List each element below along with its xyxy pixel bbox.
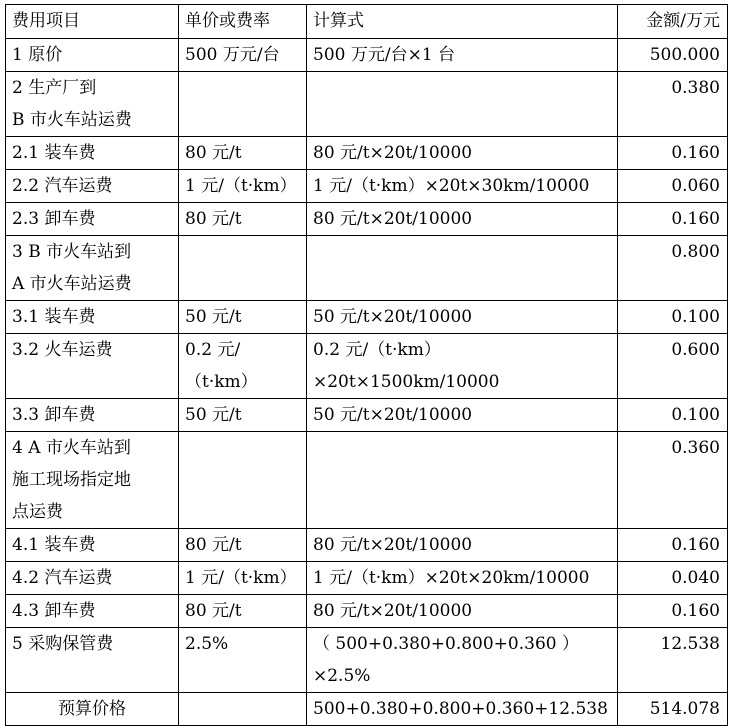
- table-row: [6, 39, 728, 72]
- cell-item-line: 5 采购保管费: [12, 634, 114, 654]
- cell-item-line: 2.1 装车费: [12, 143, 96, 163]
- header-amount: 金额/万元: [618, 5, 728, 39]
- table-row: [6, 595, 728, 628]
- cell-item-line: B 市火车站运费: [12, 110, 132, 130]
- cell-rate: [179, 595, 307, 628]
- cell-item-line: 2.3 卸车费: [12, 209, 96, 229]
- cell-rate: [179, 170, 307, 203]
- cell-item: [6, 628, 179, 693]
- cell-rate-line: 80 元/t: [185, 143, 242, 163]
- table-row: [6, 334, 728, 399]
- cell-rate-line: （t·km）: [185, 372, 258, 392]
- cell-formula: [307, 432, 618, 529]
- cell-formula: [307, 72, 618, 137]
- table-row: [6, 432, 728, 529]
- cell-formula: [307, 529, 618, 562]
- cell-formula-line: 1 元/（t·km）×20t×30km/10000: [313, 176, 590, 196]
- cell-item-line: 4.1 装车费: [12, 535, 96, 555]
- cell-rate: [179, 432, 307, 529]
- cell-formula: [307, 595, 618, 628]
- cell-amount: 0.160: [618, 203, 728, 236]
- cell-formula: [307, 236, 618, 301]
- header-formula: 计算式: [307, 5, 618, 39]
- cell-rate-line: 2.5%: [185, 634, 229, 654]
- cell-item-line: 1 原价: [12, 45, 63, 65]
- table-row: [6, 628, 728, 693]
- table-row: [6, 170, 728, 203]
- cell-rate: [179, 562, 307, 595]
- cell-formula-line: 500 万元/台×1 台: [313, 45, 456, 65]
- cell-formula-line: 80 元/t×20t/10000: [313, 601, 473, 621]
- cell-formula-line: 80 元/t×20t/10000: [313, 535, 473, 555]
- table-row: [6, 562, 728, 595]
- cell-amount: 0.380: [618, 72, 728, 137]
- cell-formula: [307, 562, 618, 595]
- cell-item-line: 3.1 装车费: [12, 307, 96, 327]
- cell-rate: [179, 334, 307, 399]
- cell-item: [6, 334, 179, 399]
- cell-formula: [307, 137, 618, 170]
- header-row: [6, 5, 728, 39]
- table-body: [6, 39, 728, 693]
- cell-formula: [307, 301, 618, 334]
- cell-rate-line: 1 元/（t·km）: [185, 568, 297, 588]
- cost-table: [5, 4, 728, 726]
- cell-rate-line: 80 元/t: [185, 601, 242, 621]
- header-rate: 单价或费率: [179, 5, 307, 39]
- cell-formula-line: 80 元/t×20t/10000: [313, 143, 473, 163]
- cell-item: [6, 39, 179, 72]
- cell-item-line: 4.2 汽车运费: [12, 568, 113, 588]
- total-amount: 514.078: [618, 693, 728, 726]
- cell-amount: 0.160: [618, 137, 728, 170]
- cell-item: [6, 72, 179, 137]
- cell-item: [6, 236, 179, 301]
- total-label: 预算价格: [6, 693, 179, 726]
- cell-amount: 0.360: [618, 432, 728, 529]
- cell-formula-line: 1 元/（t·km）×20t×20km/10000: [313, 568, 590, 588]
- cell-formula-line: （ 500+0.380+0.800+0.360 ）: [313, 634, 579, 654]
- cell-formula: [307, 399, 618, 432]
- cell-item-line: 施工现场指定地: [12, 470, 131, 490]
- cell-item-line: 2.2 汽车运费: [12, 176, 113, 196]
- cell-rate-line: 0.2 元/: [185, 340, 241, 360]
- cell-rate-line: 80 元/t: [185, 535, 242, 555]
- cell-amount: 500.000: [618, 39, 728, 72]
- cell-item: [6, 301, 179, 334]
- cell-rate: [179, 399, 307, 432]
- cell-amount: 0.160: [618, 529, 728, 562]
- cell-rate: [179, 72, 307, 137]
- cell-rate: [179, 236, 307, 301]
- total-rate: [179, 693, 307, 726]
- cell-rate: [179, 628, 307, 693]
- cell-item: [6, 170, 179, 203]
- cell-formula: [307, 203, 618, 236]
- cell-amount: 0.040: [618, 562, 728, 595]
- cell-formula-line: 80 元/t×20t/10000: [313, 209, 473, 229]
- cell-rate: [179, 39, 307, 72]
- cell-rate-line: 500 万元/台: [185, 45, 280, 65]
- cell-item: [6, 399, 179, 432]
- cell-formula: [307, 334, 618, 399]
- cell-item-line: 2 生产厂到: [12, 78, 97, 98]
- cell-amount: 0.800: [618, 236, 728, 301]
- table-row: [6, 72, 728, 137]
- table-row: [6, 203, 728, 236]
- cell-item-line: 3 B 市火车站到: [12, 242, 132, 262]
- cell-formula-line: 0.2 元/（t·km）: [313, 340, 441, 360]
- cell-amount: 0.060: [618, 170, 728, 203]
- cell-amount: 0.160: [618, 595, 728, 628]
- cell-item: [6, 529, 179, 562]
- cell-item-line: 3.2 火车运费: [12, 340, 113, 360]
- cell-formula: [307, 628, 618, 693]
- cell-formula-line: 50 元/t×20t/10000: [313, 405, 473, 425]
- cell-formula-line: 50 元/t×20t/10000: [313, 307, 473, 327]
- cell-item: [6, 562, 179, 595]
- cell-formula: [307, 39, 618, 72]
- cell-item-line: A 市火车站运费: [12, 274, 132, 294]
- cell-formula-line: ×2.5%: [313, 666, 371, 686]
- cell-rate: [179, 137, 307, 170]
- cell-item: [6, 137, 179, 170]
- cell-item-line: 点运费: [12, 502, 63, 522]
- cell-rate-line: 1 元/（t·km）: [185, 176, 297, 196]
- table-row: [6, 301, 728, 334]
- cell-amount: 0.100: [618, 399, 728, 432]
- table-row: [6, 236, 728, 301]
- cell-item-line: 3.3 卸车费: [12, 405, 96, 425]
- total-formula: 500+0.380+0.800+0.360+12.538: [307, 693, 618, 726]
- cell-rate-line: 50 元/t: [185, 405, 242, 425]
- cell-rate: [179, 529, 307, 562]
- cell-formula: [307, 170, 618, 203]
- cell-formula-line: ×20t×1500km/10000: [313, 372, 500, 392]
- cell-rate-line: 80 元/t: [185, 209, 242, 229]
- header-item: 费用项目: [6, 5, 179, 39]
- cell-rate: [179, 203, 307, 236]
- table-row: [6, 137, 728, 170]
- cost-table-container: [5, 4, 728, 726]
- cell-rate: [179, 301, 307, 334]
- cell-item-line: 4.3 卸车费: [12, 601, 96, 621]
- cell-amount: 12.538: [618, 628, 728, 693]
- cell-amount: 0.600: [618, 334, 728, 399]
- table-row: [6, 399, 728, 432]
- cell-item: [6, 595, 179, 628]
- total-row: [6, 693, 728, 726]
- cell-item: [6, 432, 179, 529]
- table-row: [6, 529, 728, 562]
- cell-item-line: 4 A 市火车站到: [12, 438, 131, 458]
- cell-item: [6, 203, 179, 236]
- cell-amount: 0.100: [618, 301, 728, 334]
- cell-rate-line: 50 元/t: [185, 307, 242, 327]
